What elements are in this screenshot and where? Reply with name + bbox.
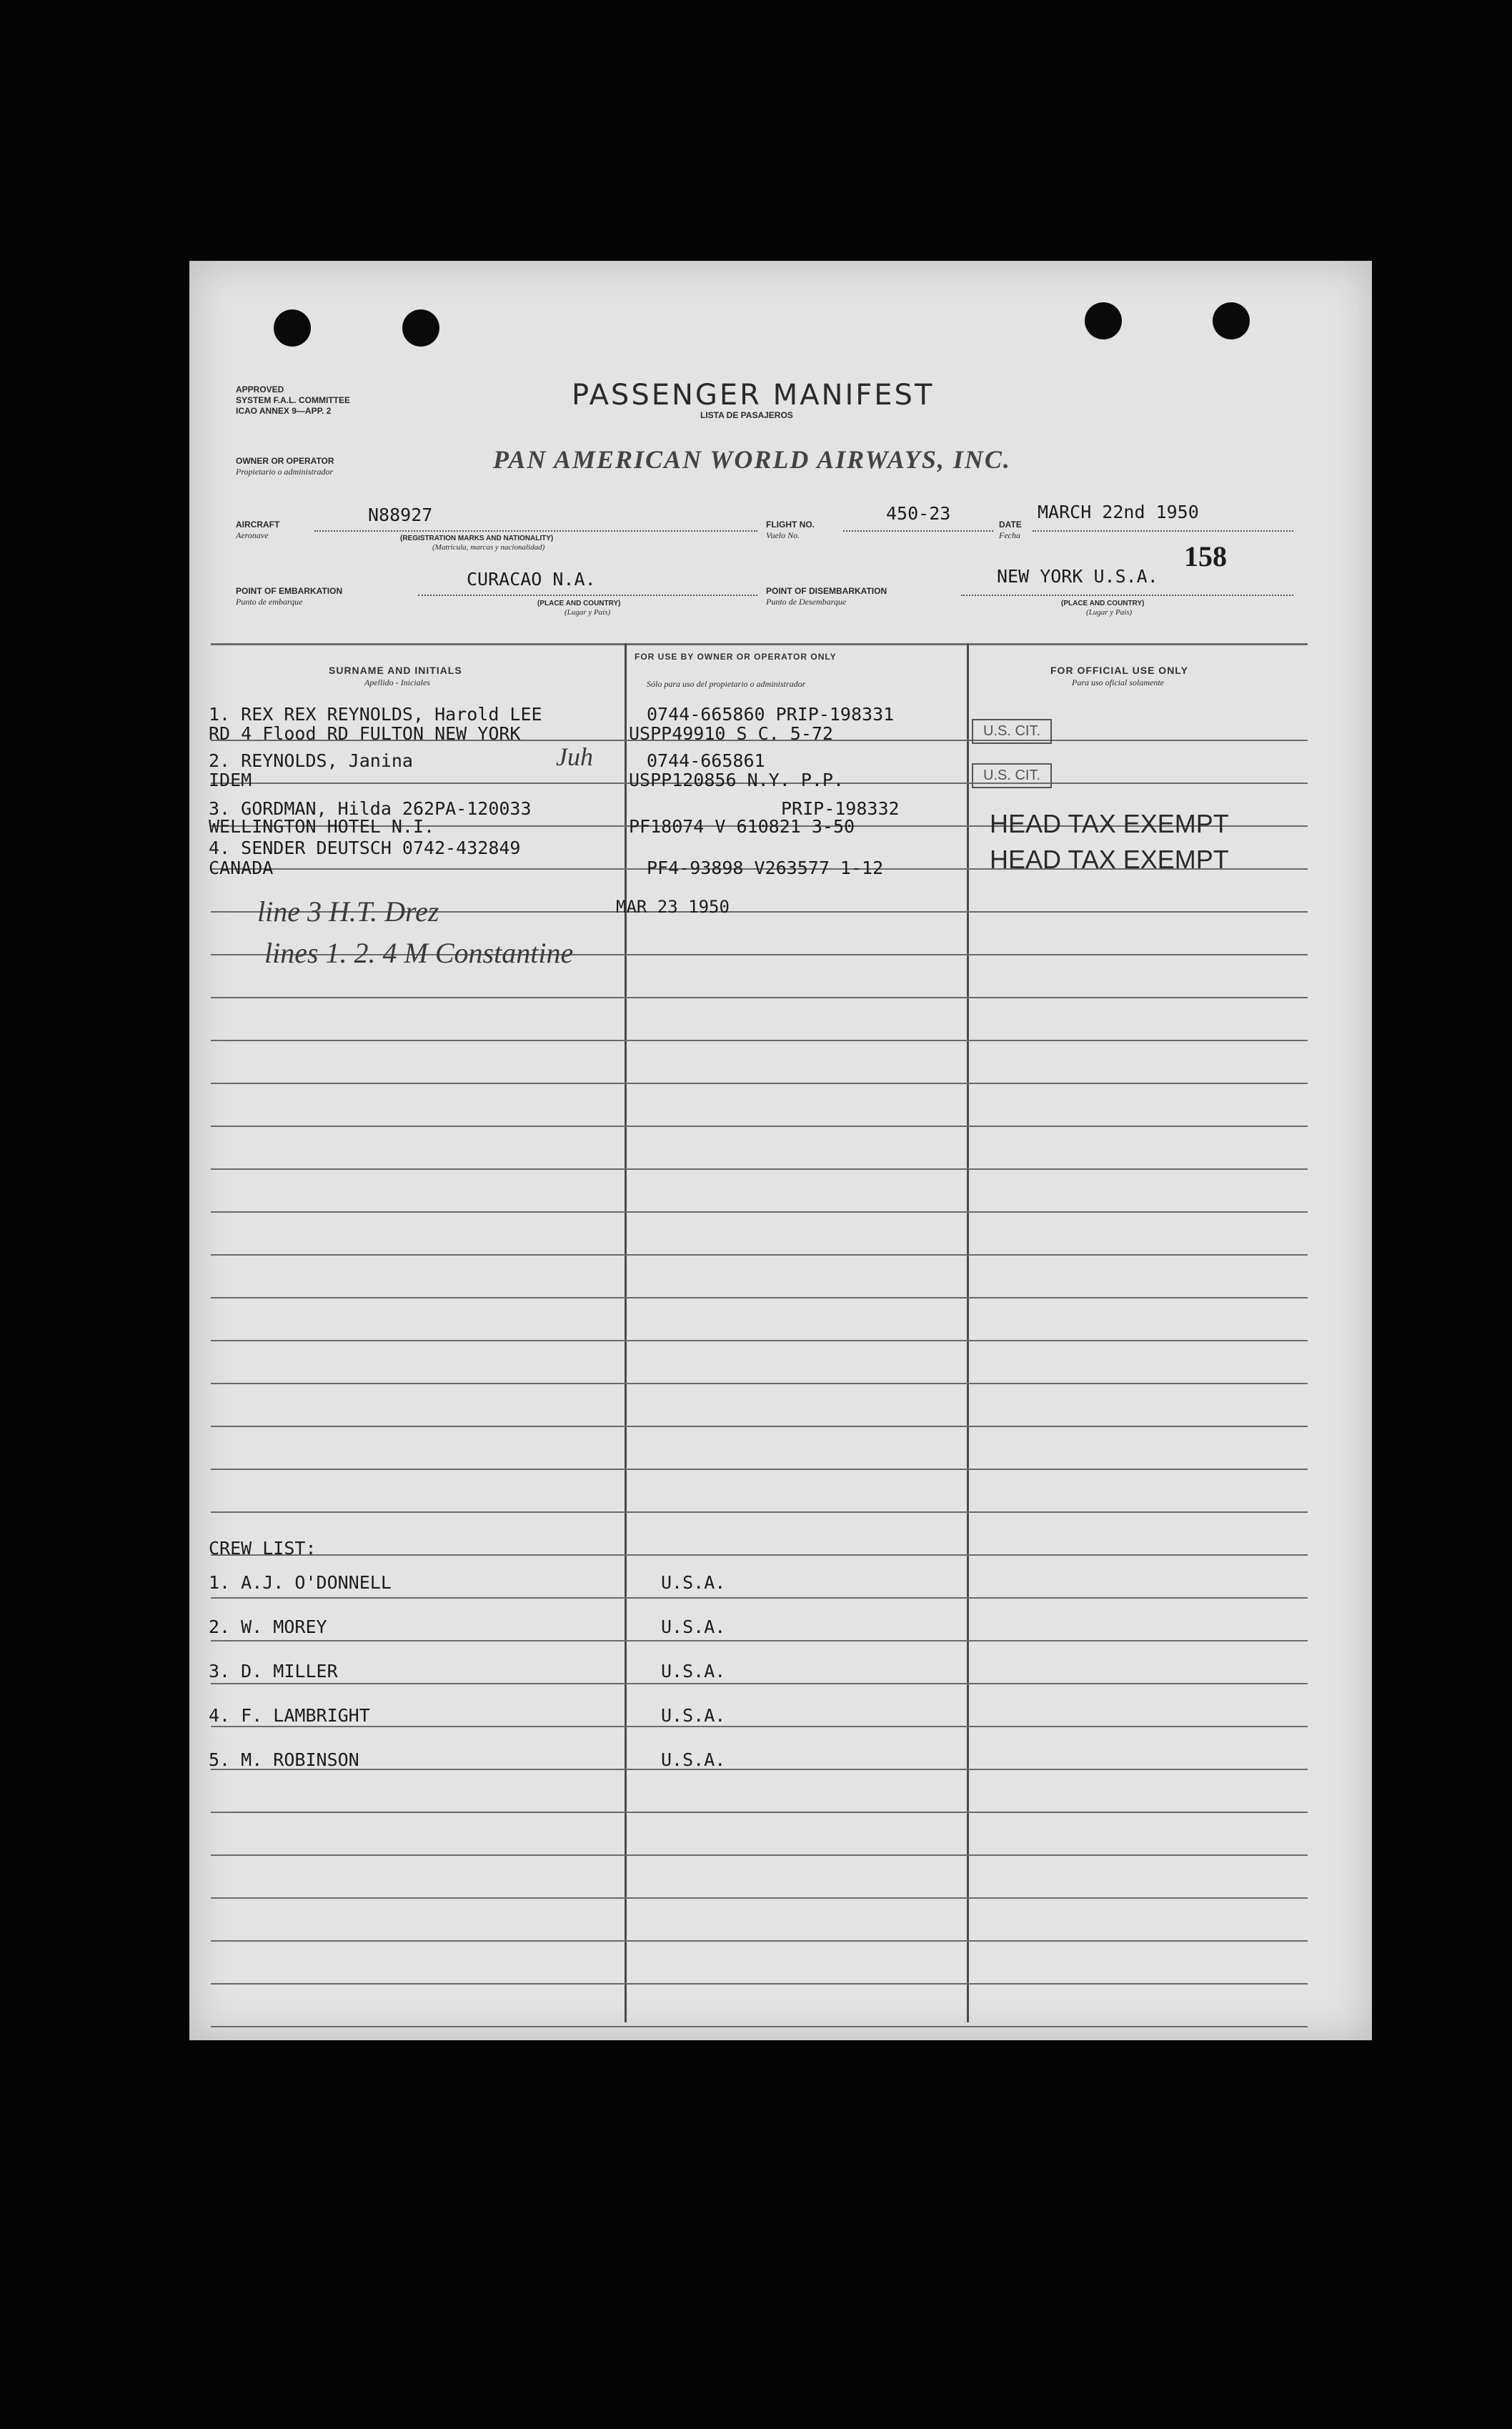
embark-value: CURACAO N.A.: [467, 569, 596, 590]
ruled-line: [211, 1469, 1308, 1470]
passenger-4-line1: 4. SENDER DEUTSCH 0742-432849: [209, 838, 521, 858]
embark-place-note-es: (Lugar y País): [564, 608, 611, 617]
passenger-2-stamp: U.S. CIT.: [972, 763, 1052, 788]
crew-4-name: 4. F. LAMBRIGHT: [209, 1705, 370, 1726]
page-number: 158: [1184, 540, 1227, 572]
crew-4-nation: U.S.A.: [661, 1705, 726, 1726]
ruled-line: [211, 1726, 1308, 1727]
initial-mark: Juh: [556, 742, 593, 771]
ruled-line: [211, 1597, 1308, 1599]
ruled-line: [211, 1383, 1308, 1384]
punch-hole-3: [1085, 302, 1122, 339]
ruled-line: [211, 1040, 1308, 1041]
passenger-4-line2: CANADA: [209, 858, 274, 878]
flight-line: [843, 530, 993, 532]
ruled-line: [211, 1640, 1308, 1641]
passenger-3-line2: WELLINGTON HOTEL N.I.: [209, 816, 435, 837]
col1-header-es: Apellido - Iniciales: [364, 677, 430, 687]
ruled-line: [211, 2026, 1308, 2027]
operator-name: PAN AMERICAN WORLD AIRWAYS, INC.: [493, 445, 1011, 474]
punch-hole-1: [274, 309, 311, 347]
passenger-2-line2: IDEM: [209, 770, 252, 790]
crew-5-nation: U.S.A.: [661, 1749, 726, 1770]
aircraft-value: N88927: [368, 505, 433, 525]
passenger-1-op2: USPP49910 S C. 5-72: [629, 723, 833, 744]
ruled-line: [211, 1297, 1308, 1298]
passenger-1-line1: 1. REX REX REYNOLDS, Harold LEE: [209, 704, 542, 725]
passenger-2-line1: 2. REYNOLDS, Janina: [209, 750, 413, 771]
disembark-place-note: (PLACE AND COUNTRY): [1061, 600, 1145, 607]
ruled-line: [211, 1683, 1308, 1684]
crew-2-name: 2. W. MOREY: [209, 1616, 327, 1637]
passenger-2-op1: 0744-665861: [647, 750, 765, 771]
ruled-line: [211, 1168, 1308, 1170]
table-top-rule: [211, 643, 1308, 645]
embark-label: POINT OF EMBARKATION: [236, 586, 343, 596]
registration-note-es: (Matricula, marcas y nacionalidad): [432, 543, 545, 552]
passenger-1-op1: 0744-665860 PRIP-198331: [647, 704, 895, 725]
flight-label-es: Vuelo No.: [766, 530, 800, 540]
disembark-label: POINT OF DISEMBARKATION: [766, 586, 887, 596]
passenger-1-line2: RD 4 Flood RD FULTON NEW YORK: [209, 723, 521, 744]
owner-label-es: Propietario o administrador: [236, 467, 334, 477]
handwritten-note-2: lines 1. 2. 4 M Constantine: [264, 937, 574, 969]
passenger-3-line1: 3. GORDMAN, Hilda 262PA-120033: [209, 798, 532, 819]
page-subtitle: LISTA DE PASAJEROS: [700, 410, 793, 420]
ruled-line: [211, 1812, 1308, 1813]
punch-hole-4: [1213, 302, 1250, 339]
date-line: [1033, 530, 1293, 532]
ruled-line: [211, 1940, 1308, 1942]
column-divider-1: [625, 643, 627, 2022]
crew-1-name: 1. A.J. O'DONNELL: [209, 1572, 392, 1593]
icao-label: ICAO ANNEX 9—APP. 2: [236, 406, 332, 416]
passenger-3-op1: PRIP-198332: [781, 798, 900, 819]
ruled-line: [211, 1897, 1308, 1899]
crew-2-nation: U.S.A.: [661, 1616, 726, 1637]
ruled-line: [211, 1983, 1308, 1985]
flight-value: 450-23: [886, 503, 951, 524]
embark-line: [418, 595, 757, 596]
ruled-line: [211, 1554, 1308, 1556]
date-label-es: Fecha: [999, 530, 1020, 540]
page-title: PASSENGER MANIFEST: [572, 379, 935, 412]
ruled-line: [211, 1083, 1308, 1084]
crew-3-name: 3. D. MILLER: [209, 1661, 338, 1682]
date-stamp: MAR 23 1950: [616, 897, 730, 917]
crew-heading: CREW LIST:: [209, 1538, 317, 1559]
punch-hole-2: [402, 309, 439, 347]
disembark-place-note-es: (Lugar y País): [1086, 608, 1133, 617]
ruled-line: [211, 1254, 1308, 1256]
flight-label: FLIGHT NO.: [766, 520, 815, 530]
date-label: DATE: [999, 520, 1022, 530]
handwritten-note-1: line 3 H.T. Drez: [257, 895, 439, 928]
column-divider-2: [967, 643, 969, 2022]
crew-3-nation: U.S.A.: [661, 1661, 726, 1682]
ruled-line: [211, 1426, 1308, 1427]
ruled-line: [211, 997, 1308, 998]
col3-header: FOR OFFICIAL USE ONLY: [1050, 665, 1188, 676]
date-value: MARCH 22nd 1950: [1038, 502, 1199, 522]
aircraft-label: AIRCRAFT: [236, 520, 280, 530]
passenger-4-stamp: HEAD TAX EXEMPT: [990, 845, 1229, 874]
approved-label: APPROVED: [236, 384, 284, 394]
embark-place-note: (PLACE AND COUNTRY): [537, 600, 621, 607]
ruled-line: [211, 1511, 1308, 1513]
passenger-3-op2: PF18074 V 610821 3-50: [629, 816, 855, 837]
aircraft-label-es: Aeronave: [236, 530, 269, 540]
crew-1-nation: U.S.A.: [661, 1572, 726, 1593]
passenger-2-op2: USPP120856 N.Y. P.P.: [629, 770, 845, 790]
col3-header-es: Para uso oficial solamente: [1072, 677, 1164, 687]
owner-label: OWNER OR OPERATOR: [236, 456, 334, 466]
disembark-value: NEW YORK U.S.A.: [997, 566, 1158, 587]
embark-label-es: Punto de embarque: [236, 597, 303, 607]
col2-header-es: Sólo para uso del propietario o administrador: [647, 679, 806, 689]
ruled-line: [211, 1211, 1308, 1213]
ruled-line: [211, 1126, 1308, 1127]
disembark-label-es: Punto de Desembarque: [766, 597, 847, 607]
system-label: SYSTEM F.A.L. COMMITTEE: [236, 395, 351, 405]
registration-note: (REGISTRATION MARKS AND NATIONALITY): [400, 535, 554, 542]
crew-5-name: 5. M. ROBINSON: [209, 1749, 359, 1770]
passenger-3-stamp: HEAD TAX EXEMPT: [990, 809, 1229, 838]
aircraft-line: [314, 530, 757, 532]
passenger-1-stamp: U.S. CIT.: [972, 719, 1052, 744]
ruled-line: [211, 1854, 1308, 1856]
col1-header: SURNAME AND INITIALS: [329, 665, 462, 676]
col2-header: FOR USE BY OWNER OR OPERATOR ONLY: [635, 652, 837, 662]
passenger-4-op2: PF4-93898 V263577 1-12: [647, 858, 884, 878]
ruled-line: [211, 1340, 1308, 1341]
ruled-line: [211, 1769, 1308, 1770]
disembark-line: [961, 595, 1293, 596]
